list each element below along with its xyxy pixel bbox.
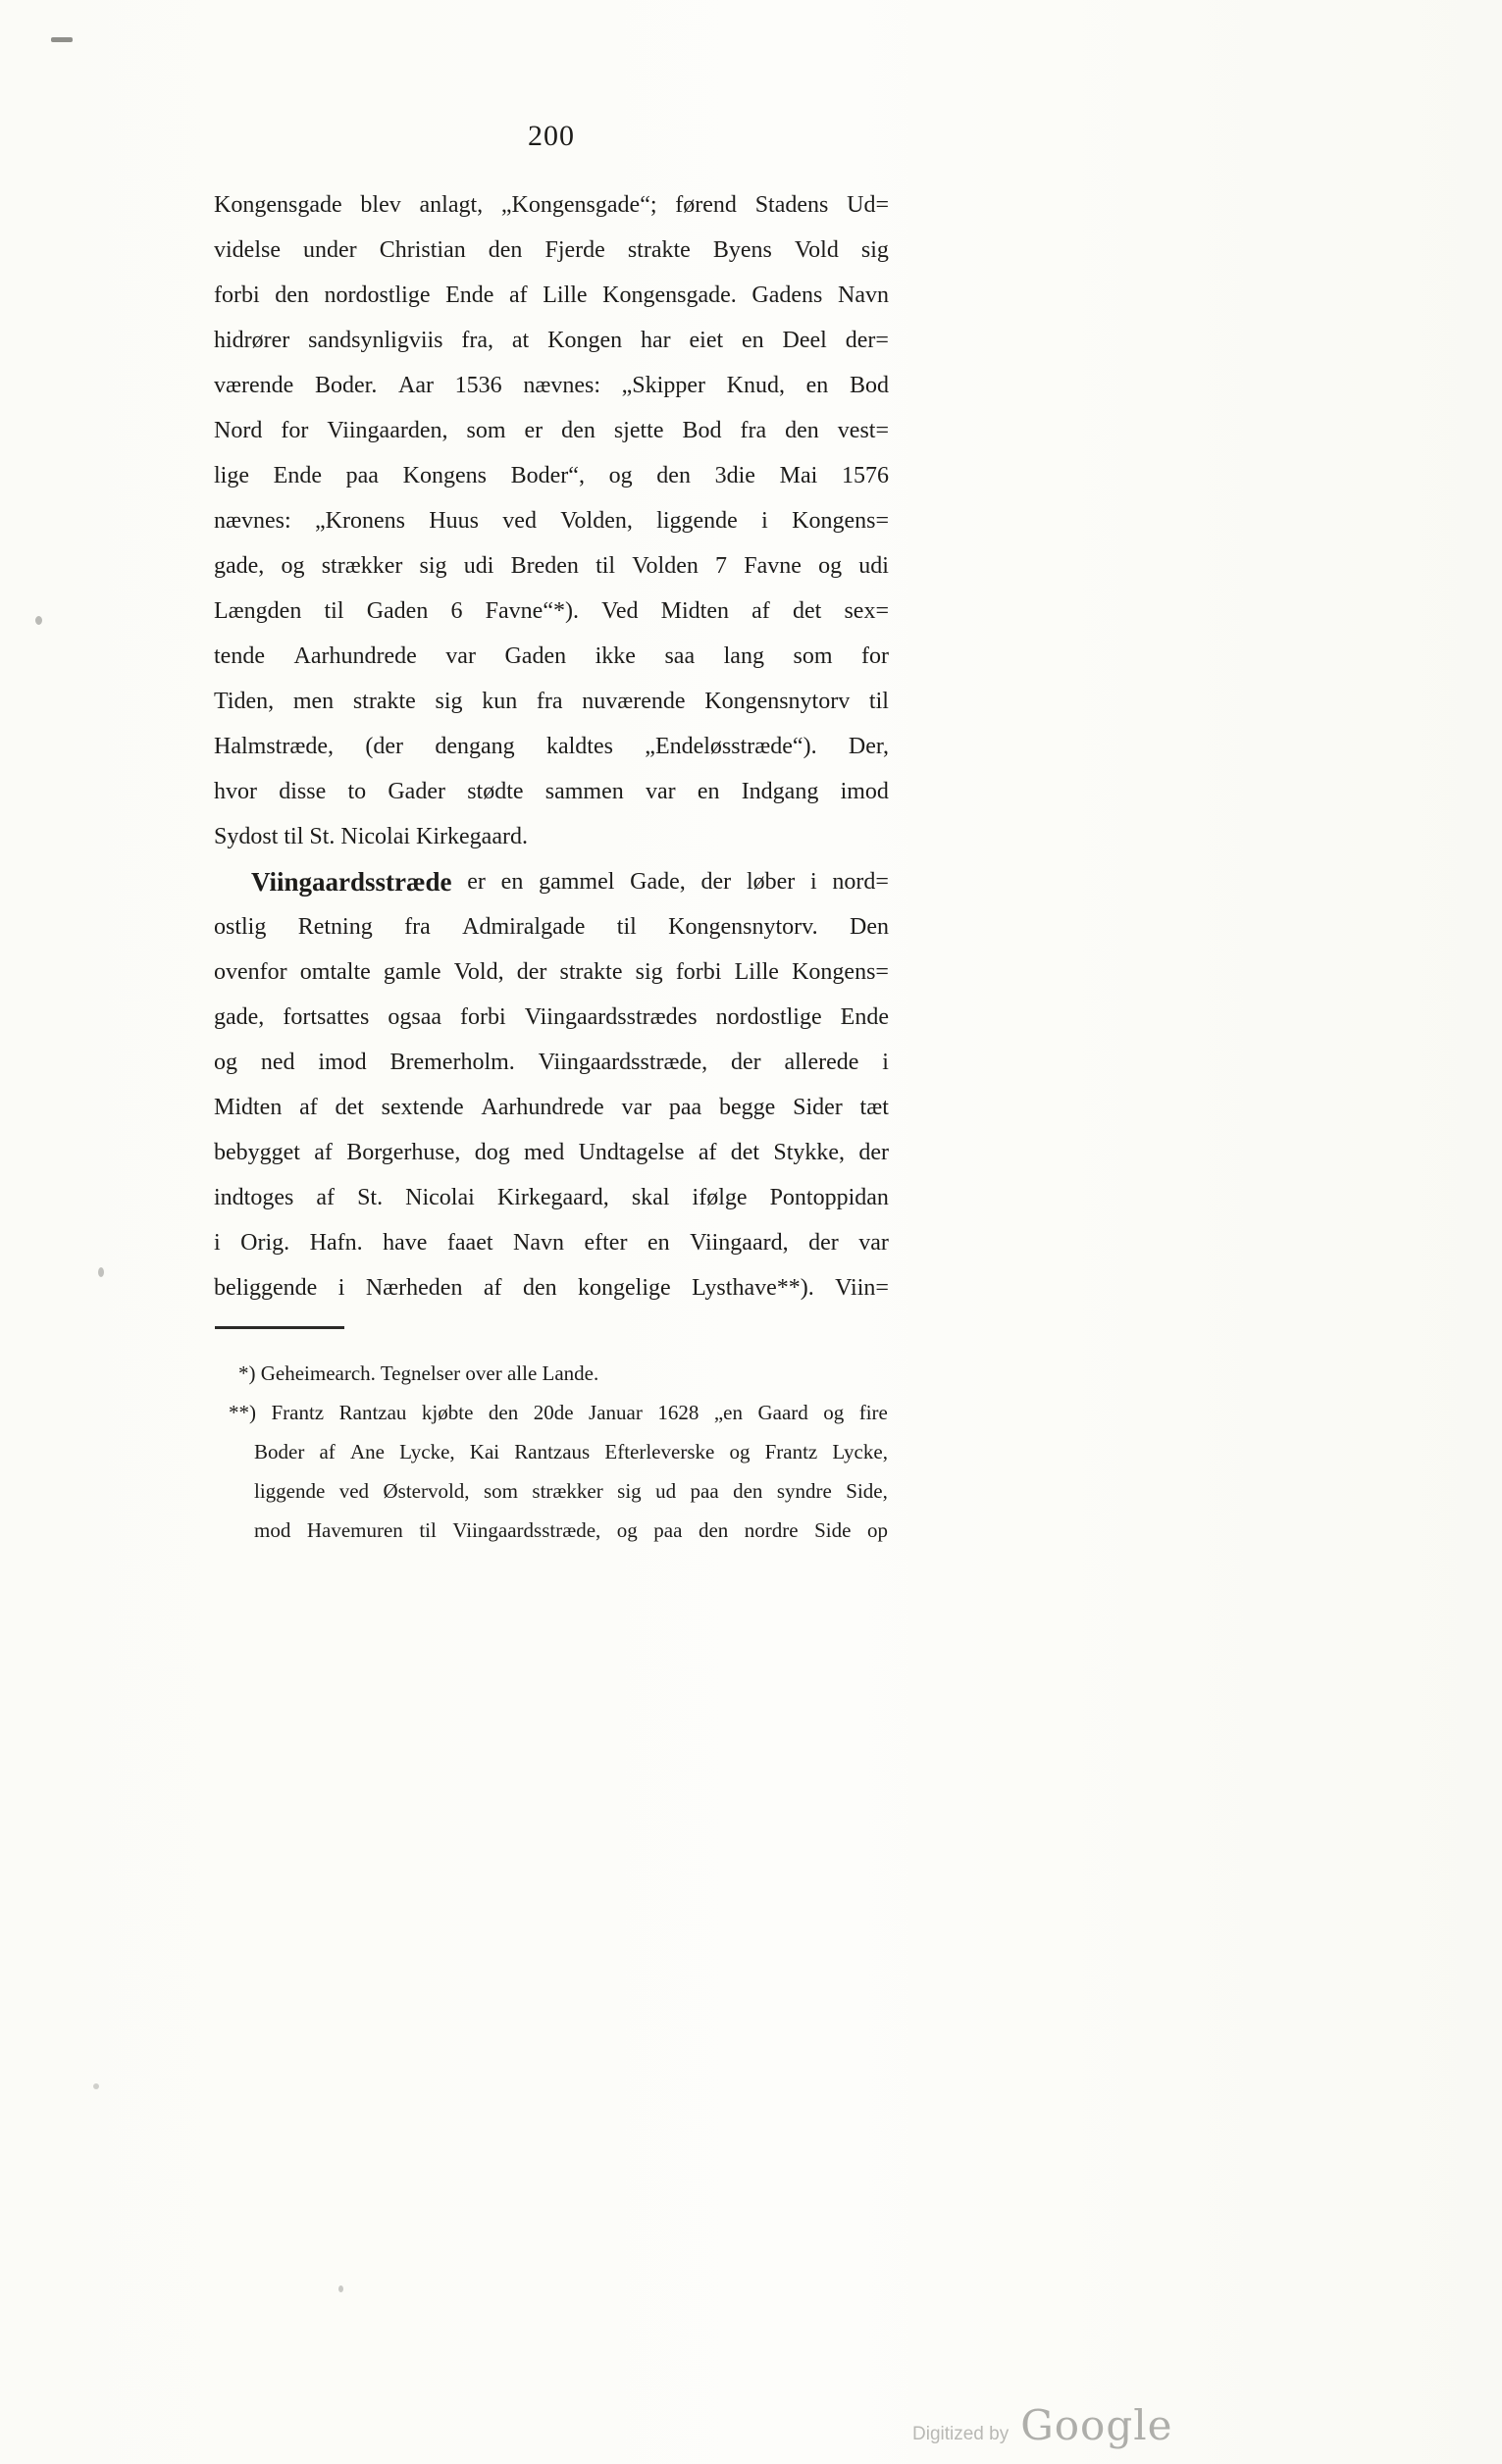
footnote-line: liggende ved Østervold, som strækker sig ud paa den syndre Side, (254, 1479, 888, 1503)
text-line: Tiden, men strakte sig kun fra nuværende Kongensnytorv til (214, 689, 889, 714)
footnotes (229, 1354, 888, 1550)
digitized-by-label: Digitized by (912, 2424, 1010, 2444)
text-line: bebygget af Borgerhuse, dog med Undtagelse af det Stykke, der (214, 1140, 889, 1165)
text-line: Kongensgade blev anlagt, „Kongensgade“; førend Stadens Ud= (214, 192, 889, 218)
text-line: nævnes: „Kronens Huus ved Volden, liggende i Kongens= (214, 508, 889, 534)
text-line: Midten af det sextende Aarhundrede var paa begge Sider tæt (214, 1095, 889, 1120)
text-line: gade, fortsattes ogsaa forbi Viingaardsstrædes nordostlige Ende (214, 1004, 889, 1030)
text-line: Viingaardsstræde er en gammel Gade, der løber i nord= (214, 859, 889, 904)
footnote-line: *) Geheimearch. Tegnelser over alle Lande. (238, 1361, 599, 1385)
digitized-by-watermark (912, 2401, 1173, 2449)
text-line: ostlig Retning fra Admiralgade til Kongensnytorv. Den (214, 914, 889, 940)
text-line: Nord for Viingaarden, som er den sjette Bod fra den vest= (214, 418, 889, 443)
text-line: videlse under Christian den Fjerde strakte Byens Vold sig (214, 237, 889, 263)
text-line: indtoges af St. Nicolai Kirkegaard, skal ifølge Pontoppidan (214, 1185, 889, 1210)
footnote-marker: *) (238, 1361, 261, 1385)
paragraph-lead: Viingaardsstræde (251, 867, 452, 897)
google-logo: Google (1020, 2401, 1173, 2449)
scan-artifact (51, 37, 73, 42)
text-line: værende Boder. Aar 1536 nævnes: „Skipper Knud, en Bod (214, 373, 889, 398)
scan-artifact (93, 2083, 99, 2089)
page-number: 200 (528, 120, 575, 152)
text-line: Halmstræde, (der dengang kaldtes „Endeløsstræde“). Der, (214, 734, 889, 759)
text-line: hvor disse to Gader stødte sammen var en Indgang imod (214, 779, 889, 804)
text-line: Længden til Gaden 6 Favne“*). Ved Midten af det sex= (214, 598, 889, 624)
body-text (214, 182, 889, 1310)
text-line: forbi den nordostlige Ende af Lille Kongensgade. Gadens Navn (214, 282, 889, 308)
footnote-rule (215, 1326, 344, 1329)
footnote-line: mod Havemuren til Viingaardsstræde, og paa den nordre Side op (254, 1518, 888, 1542)
scan-artifact (98, 1267, 104, 1277)
text-line: gade, og strækker sig udi Breden til Volden 7 Favne og udi (214, 553, 889, 579)
footnote-line: Boder af Ane Lycke, Kai Rantzaus Efterleverske og Frantz Lycke, (254, 1440, 888, 1463)
scan-artifact (338, 2285, 343, 2292)
scan-artifact (35, 616, 42, 625)
text-line: i Orig. Hafn. have faaet Navn efter en Viingaard, der var (214, 1230, 889, 1256)
text-line: hidrører sandsynligviis fra, at Kongen har eiet en Deel der= (214, 328, 889, 353)
text-line: tende Aarhundrede var Gaden ikke saa lang som for (214, 643, 889, 669)
footnote-marker: **) (229, 1401, 256, 1424)
text-line: og ned imod Bremerholm. Viingaardsstræde, der allerede i (214, 1050, 889, 1075)
text-line: Sydost til St. Nicolai Kirkegaard. (214, 824, 528, 849)
text-line: ovenfor omtalte gamle Vold, der strakte sig forbi Lille Kongens= (214, 959, 889, 985)
text-line: beliggende i Nærheden af den kongelige Lysthave**). Viin= (214, 1275, 889, 1301)
text-line: lige Ende paa Kongens Boder“, og den 3die Mai 1576 (214, 463, 889, 488)
footnote-line: **) Frantz Rantzau kjøbte den 20de Januar 1628 „en Gaard og fire (229, 1393, 888, 1432)
